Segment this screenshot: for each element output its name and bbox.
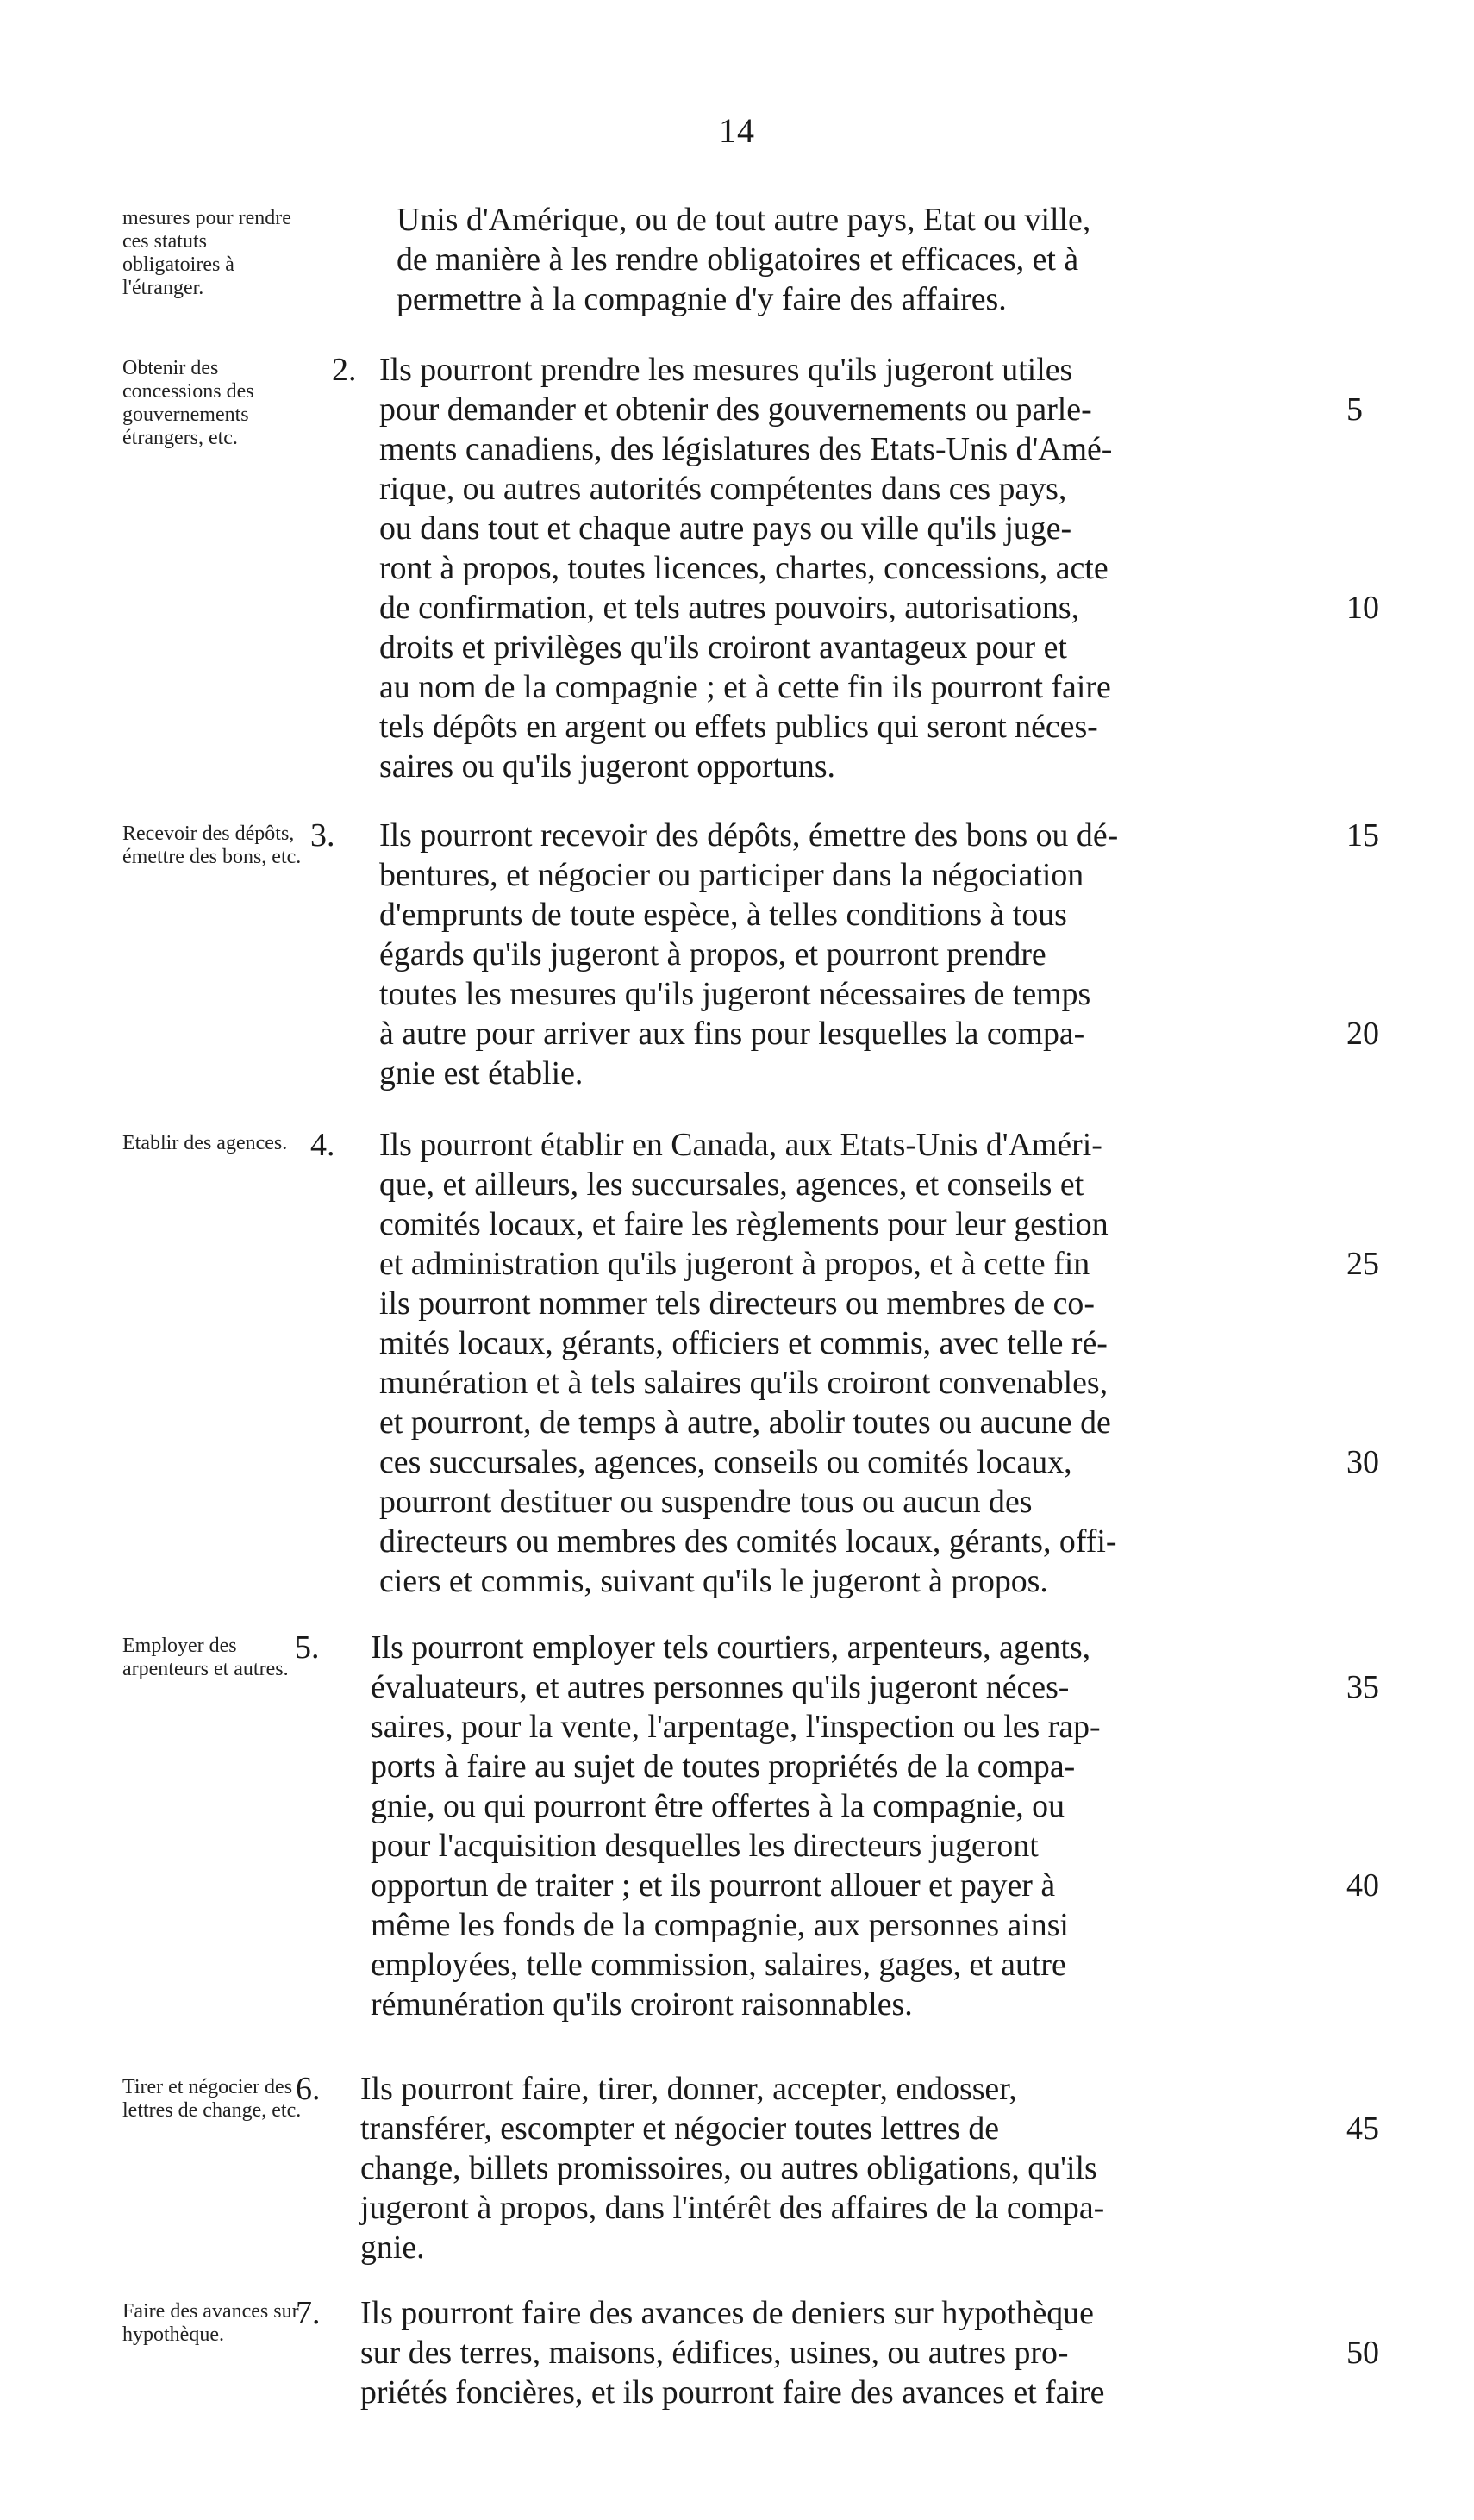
- text-line: permettre à la compagnie d'y faire des affaires.: [397, 281, 1007, 317]
- text-line: employées, telle commission, salaires, gages, et autre: [371, 1947, 1066, 1983]
- text-line: change, billets promissoires, ou autres obligations, qu'ils: [360, 2150, 1097, 2186]
- text-line: transférer, escompter et négocier toutes lettres de: [360, 2110, 1000, 2147]
- line-number-marker: 10: [1346, 590, 1379, 626]
- text-line: ports à faire au sujet de toutes propriétés de la compa-: [371, 1748, 1076, 1785]
- section-number: 2.: [332, 352, 357, 388]
- text-line: Ils pourront faire, tirer, donner, accepter, endosser,: [360, 2071, 1017, 2107]
- section-number: 7.: [296, 2295, 321, 2331]
- text-line: et pourront, de temps à autre, abolir toutes ou aucune de: [379, 1404, 1111, 1441]
- text-line: saires, pour la vente, l'arpentage, l'inspection ou les rap-: [371, 1709, 1101, 1745]
- section-number: 6.: [296, 2071, 321, 2107]
- text-line: Ils pourront recevoir des dépôts, émettre des bons ou dé-: [379, 817, 1119, 854]
- text-line: tels dépôts en argent ou effets publics qui seront néces-: [379, 709, 1098, 745]
- text-line: au nom de la compagnie ; et à cette fin ils pourront faire: [379, 669, 1111, 705]
- text-line: sur des terres, maisons, édifices, usines, ou autres pro-: [360, 2335, 1069, 2371]
- text-line: Ils pourront employer tels courtiers, arpenteurs, agents,: [371, 1629, 1091, 1666]
- section-body: [371, 1628, 1332, 2024]
- line-number-marker: 30: [1346, 1444, 1379, 1480]
- text-line: ces succursales, agences, conseils ou comités locaux,: [379, 1444, 1072, 1480]
- text-line: rémunération qu'ils croiront raisonnables.: [371, 1986, 913, 2023]
- line-number-marker: 5: [1346, 391, 1363, 428]
- text-line: gnie, ou qui pourront être offertes à la compagnie, ou: [371, 1788, 1065, 1824]
- text-line: pourront destituer ou suspendre tous ou aucun des: [379, 1484, 1033, 1520]
- margin-note: Employer des arpenteurs et autres.: [122, 1635, 289, 1680]
- line-number-marker: 40: [1346, 1867, 1379, 1904]
- text-line: à autre pour arriver aux fins pour lesquelles la compa-: [379, 1016, 1085, 1052]
- text-line: pour demander et obtenir des gouvernements ou parle-: [379, 391, 1092, 428]
- text-line: Ils pourront prendre les mesures qu'ils jugeront utiles: [379, 352, 1073, 388]
- page-number: 14: [719, 111, 755, 150]
- text-line: ront à propos, toutes licences, chartes, concessions, acte: [379, 550, 1109, 586]
- section-number: 4.: [310, 1127, 335, 1163]
- text-line: comités locaux, et faire les règlements pour leur gestion: [379, 1206, 1109, 1242]
- margin-note: Obtenir des concessions des gouvernements étrangers, etc.: [122, 357, 254, 449]
- text-line: de manière à les rendre obligatoires et efficaces, et à: [397, 241, 1079, 278]
- margin-note: Etablir des agences.: [122, 1132, 288, 1154]
- text-line: que, et ailleurs, les succursales, agences, et conseils et: [379, 1166, 1084, 1203]
- text-line: opportun de traiter ; et ils pourront allouer et payer à: [371, 1867, 1056, 1904]
- line-number-marker: 15: [1346, 817, 1379, 854]
- margin-note: Recevoir des dépôts, émettre des bons, etc.: [122, 822, 302, 868]
- section-body: [379, 816, 1340, 1093]
- text-line: bentures, et négocier ou participer dans la négociation: [379, 857, 1084, 893]
- section-number: 5.: [295, 1629, 320, 1666]
- text-line: même les fonds de la compagnie, aux personnes ainsi: [371, 1907, 1069, 1943]
- section-body: [379, 350, 1340, 786]
- line-number-marker: 25: [1346, 1246, 1379, 1282]
- text-line: et administration qu'ils jugeront à propos, et à cette fin: [379, 1246, 1090, 1282]
- section-body: [397, 200, 1358, 319]
- text-line: munération et à tels salaires qu'ils croiront convenables,: [379, 1365, 1109, 1401]
- text-line: toutes les mesures qu'ils jugeront nécessaires de temps: [379, 976, 1091, 1012]
- text-line: ou dans tout et chaque autre pays ou ville qu'ils juge-: [379, 510, 1072, 547]
- line-number-marker: 20: [1346, 1016, 1379, 1052]
- text-line: mités locaux, gérants, officiers et commis, avec telle ré-: [379, 1325, 1108, 1361]
- text-line: rique, ou autres autorités compétentes dans ces pays,: [379, 471, 1067, 507]
- margin-note: Tirer et négocier des lettres de change, etc.: [122, 2076, 302, 2122]
- margin-note: Faire des avances sur hypothèque.: [122, 2300, 299, 2346]
- text-line: d'emprunts de toute espèce, à telles conditions à tous: [379, 897, 1067, 933]
- text-line: Ils pourront faire des avances de deniers sur hypothèque: [360, 2295, 1094, 2331]
- text-line: directeurs ou membres des comités locaux, gérants, offi-: [379, 1523, 1117, 1560]
- text-line: gnie.: [360, 2229, 425, 2266]
- section-body: [379, 1125, 1340, 1601]
- text-line: Unis d'Amérique, ou de tout autre pays, Etat ou ville,: [397, 202, 1091, 238]
- text-line: ciers et commis, suivant qu'ils le jugeront à propos.: [379, 1563, 1048, 1599]
- text-line: de confirmation, et tels autres pouvoirs, autorisations,: [379, 590, 1080, 626]
- line-number-marker: 45: [1346, 2110, 1379, 2147]
- text-line: ments canadiens, des législatures des Etats-Unis d'Amé-: [379, 431, 1113, 467]
- line-number-marker: 35: [1346, 1669, 1379, 1705]
- text-line: évaluateurs, et autres personnes qu'ils jugeront néces-: [371, 1669, 1070, 1705]
- text-line: gnie est établie.: [379, 1055, 584, 1091]
- section-body: [360, 2069, 1321, 2267]
- text-line: droits et privilèges qu'ils croiront avantageux pour et: [379, 629, 1067, 666]
- section-body: [360, 2293, 1321, 2412]
- margin-note: mesures pour rendre ces statuts obligatoires à l'étranger.: [122, 207, 291, 299]
- text-line: saires ou qu'ils jugeront opportuns.: [379, 748, 836, 785]
- section-number: 3.: [310, 817, 335, 854]
- text-line: jugeront à propos, dans l'intérêt des affaires de la compa-: [360, 2190, 1105, 2226]
- line-number-marker: 50: [1346, 2335, 1379, 2371]
- text-line: pour l'acquisition desquelles les directeurs jugeront: [371, 1828, 1039, 1864]
- text-line: égards qu'ils jugeront à propos, et pourront prendre: [379, 936, 1046, 972]
- text-line: priétés foncières, et ils pourront faire des avances et faire: [360, 2374, 1105, 2411]
- text-line: Ils pourront établir en Canada, aux Etats-Unis d'Améri-: [379, 1127, 1102, 1163]
- text-line: ils pourront nommer tels directeurs ou membres de co-: [379, 1285, 1095, 1322]
